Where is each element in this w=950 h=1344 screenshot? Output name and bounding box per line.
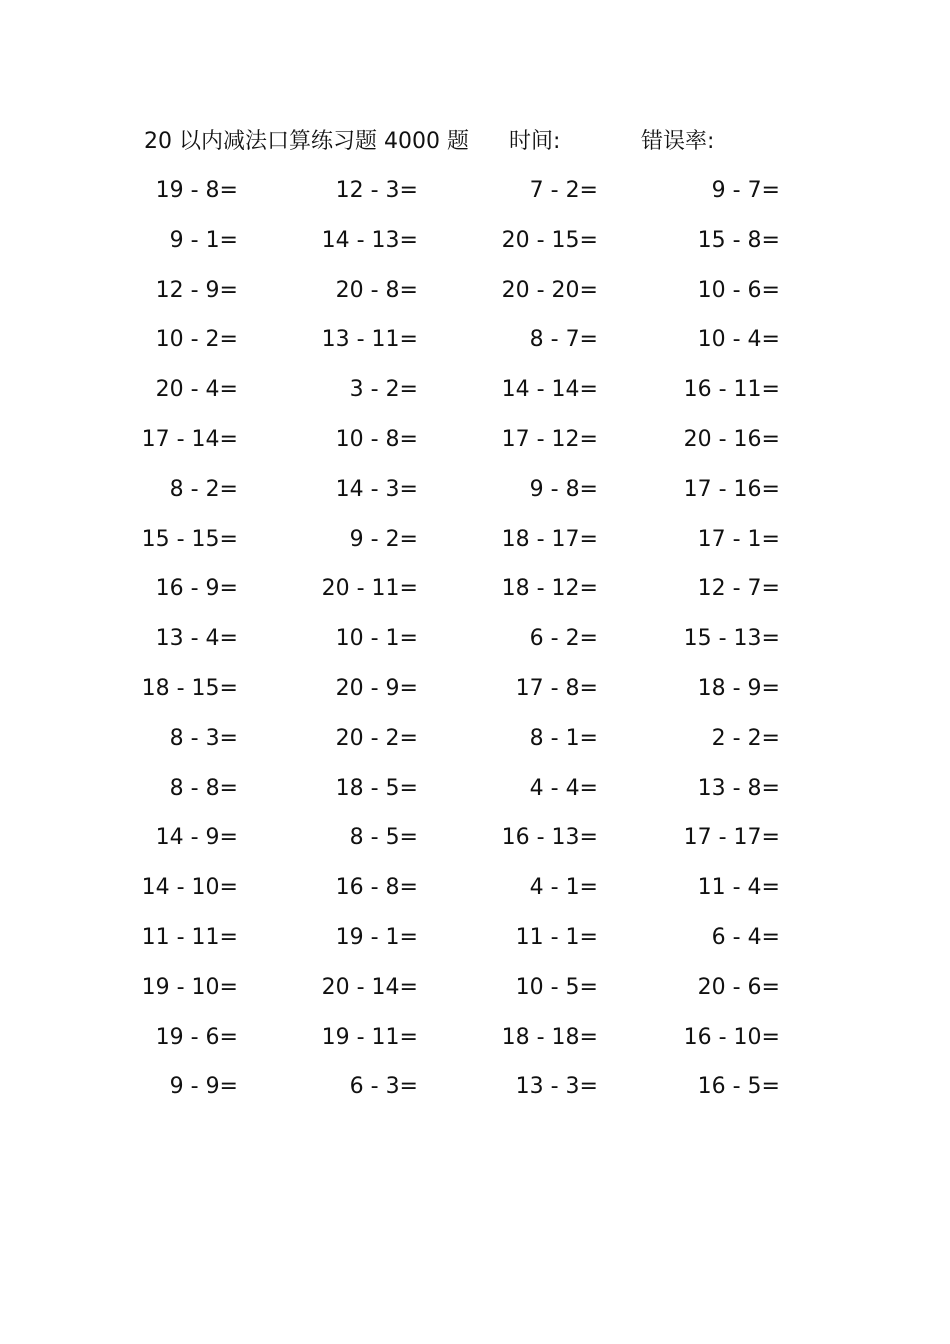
problem-item: 10 - 5=	[515, 975, 598, 1000]
problem-item: 20 - 2=	[335, 726, 418, 751]
problem-item: 14 - 10=	[141, 875, 238, 900]
problem-item: 10 - 6=	[697, 278, 780, 303]
problem-item: 19 - 1=	[335, 925, 418, 950]
time-label: 时间:	[509, 129, 561, 154]
worksheet-title: 20 以内减法口算练习题 4000 题	[144, 129, 469, 154]
problem-item: 18 - 15=	[141, 676, 238, 701]
problem-item: 11 - 4=	[697, 875, 780, 900]
problem-item: 20 - 20=	[501, 278, 598, 303]
problem-item: 6 - 3=	[349, 1074, 418, 1099]
problem-item: 14 - 14=	[501, 377, 598, 402]
problem-item: 17 - 16=	[683, 477, 780, 502]
problem-item: 14 - 13=	[321, 228, 418, 253]
problem-item: 9 - 8=	[529, 477, 598, 502]
problem-item: 9 - 2=	[349, 527, 418, 552]
problem-item: 8 - 8=	[169, 776, 238, 801]
problem-item: 9 - 7=	[711, 178, 780, 203]
problem-item: 20 - 11=	[321, 576, 418, 601]
problem-item: 18 - 5=	[335, 776, 418, 801]
problem-item: 8 - 1=	[529, 726, 598, 751]
problem-item: 8 - 7=	[529, 327, 598, 352]
problem-item: 10 - 1=	[335, 626, 418, 651]
problem-item: 11 - 11=	[141, 925, 238, 950]
problem-item: 18 - 17=	[501, 527, 598, 552]
problem-item: 15 - 8=	[697, 228, 780, 253]
problem-item: 14 - 3=	[335, 477, 418, 502]
problem-item: 10 - 2=	[155, 327, 238, 352]
problem-item: 16 - 11=	[683, 377, 780, 402]
problem-item: 20 - 8=	[335, 278, 418, 303]
problem-item: 17 - 17=	[683, 825, 780, 850]
problem-item: 13 - 3=	[515, 1074, 598, 1099]
problem-item: 16 - 10=	[683, 1025, 780, 1050]
problem-item: 7 - 2=	[529, 178, 598, 203]
problem-item: 6 - 4=	[711, 925, 780, 950]
problem-item: 20 - 6=	[697, 975, 780, 1000]
problem-item: 9 - 1=	[169, 228, 238, 253]
problem-item: 18 - 12=	[501, 576, 598, 601]
problem-item: 8 - 5=	[349, 825, 418, 850]
error-rate-label: 错误率:	[641, 129, 715, 154]
problem-item: 11 - 1=	[515, 925, 598, 950]
problem-item: 6 - 2=	[529, 626, 598, 651]
problem-item: 20 - 9=	[335, 676, 418, 701]
problem-item: 12 - 3=	[335, 178, 418, 203]
problem-item: 19 - 8=	[155, 178, 238, 203]
problem-item: 8 - 3=	[169, 726, 238, 751]
problem-item: 13 - 8=	[697, 776, 780, 801]
problem-item: 20 - 16=	[683, 427, 780, 452]
problem-item: 4 - 1=	[529, 875, 598, 900]
problem-item: 13 - 4=	[155, 626, 238, 651]
problem-item: 17 - 1=	[697, 527, 780, 552]
problem-item: 16 - 5=	[697, 1074, 780, 1099]
problem-item: 15 - 13=	[683, 626, 780, 651]
problem-item: 19 - 10=	[141, 975, 238, 1000]
problem-item: 13 - 11=	[321, 327, 418, 352]
problem-item: 3 - 2=	[349, 377, 418, 402]
problem-item: 17 - 14=	[141, 427, 238, 452]
problem-item: 12 - 7=	[697, 576, 780, 601]
problem-item: 18 - 18=	[501, 1025, 598, 1050]
problem-item: 17 - 8=	[515, 676, 598, 701]
problem-item: 10 - 8=	[335, 427, 418, 452]
problem-item: 16 - 9=	[155, 576, 238, 601]
problem-item: 20 - 15=	[501, 228, 598, 253]
problem-item: 16 - 13=	[501, 825, 598, 850]
problem-item: 4 - 4=	[529, 776, 598, 801]
problem-item: 20 - 14=	[321, 975, 418, 1000]
problem-item: 14 - 9=	[155, 825, 238, 850]
problem-item: 18 - 9=	[697, 676, 780, 701]
problem-item: 20 - 4=	[155, 377, 238, 402]
problem-item: 19 - 6=	[155, 1025, 238, 1050]
problem-item: 15 - 15=	[141, 527, 238, 552]
problem-item: 16 - 8=	[335, 875, 418, 900]
problem-item: 17 - 12=	[501, 427, 598, 452]
problem-item: 10 - 4=	[697, 327, 780, 352]
problem-item: 9 - 9=	[169, 1074, 238, 1099]
problem-item: 8 - 2=	[169, 477, 238, 502]
problem-item: 2 - 2=	[711, 726, 780, 751]
problem-item: 19 - 11=	[321, 1025, 418, 1050]
problem-item: 12 - 9=	[155, 278, 238, 303]
